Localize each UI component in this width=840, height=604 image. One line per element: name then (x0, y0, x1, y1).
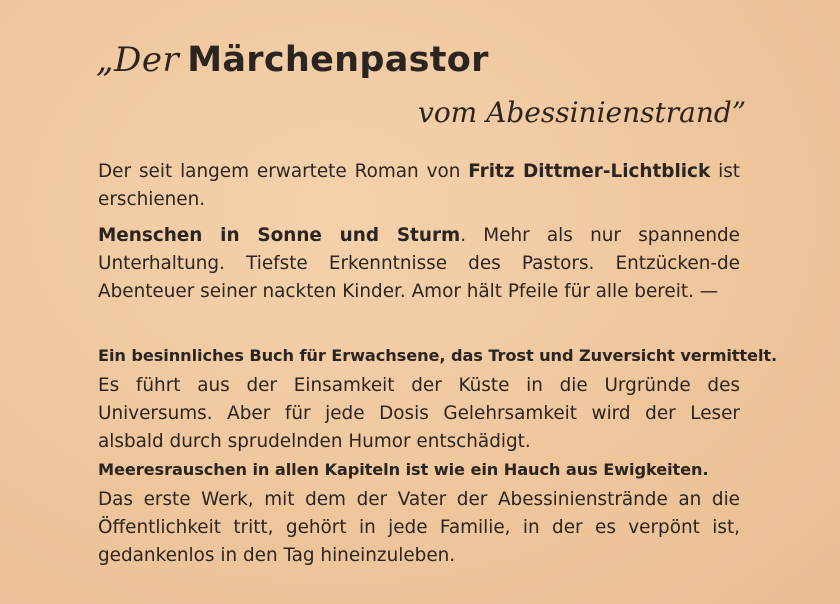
paragraph-content: Es führt aus der Einsamkeit der Küste in die Urgründe des Universums. Aber für jede Dosis Gelehrsamkeit wird der Leser alsbald durch sprudelnden Humor entschädigt. (98, 375, 740, 452)
paragraph-closing: Das erste Werk, mit dem der Vater der Abessinienstrände an die Öffentlichkeit tritt, gehört in jede Familie, in der es verpönt ist, gedankenlos in den Tag hineinzuleben. (98, 489, 740, 566)
title-prefix: „Der (96, 40, 180, 80)
paragraph-intro (98, 158, 740, 214)
subtitle: vom Abessinienstrand” (418, 96, 747, 129)
book-title: Menschen in Sonne und Sturm (98, 225, 461, 246)
paragraph-description (98, 222, 740, 306)
paragraph-tagline-1: Ein besinnliches Buch für Erwachsene, das Trost und Zuversicht vermittelt. (98, 346, 778, 365)
title-line (96, 40, 489, 92)
description-text: . Mehr als nur spannende Unterhaltung. Tiefste Erkenntnisse des Pastors. Entzücken-de Abenteuer seiner nackten Kinder. Amor hält Pfeile für alle bereit. — (98, 225, 740, 302)
intro-text-b: ist erschienen. (98, 161, 740, 210)
page-title: Märchenpastor (187, 40, 489, 80)
author-name: Fritz Dittmer-Lichtblick (468, 161, 711, 182)
intro-text-a: Der seit langem erwartete Roman von (98, 161, 469, 182)
paragraph-tagline-2: Meeresrauschen in allen Kapiteln ist wie ein Hauch aus Ewigkeiten. (98, 460, 709, 479)
